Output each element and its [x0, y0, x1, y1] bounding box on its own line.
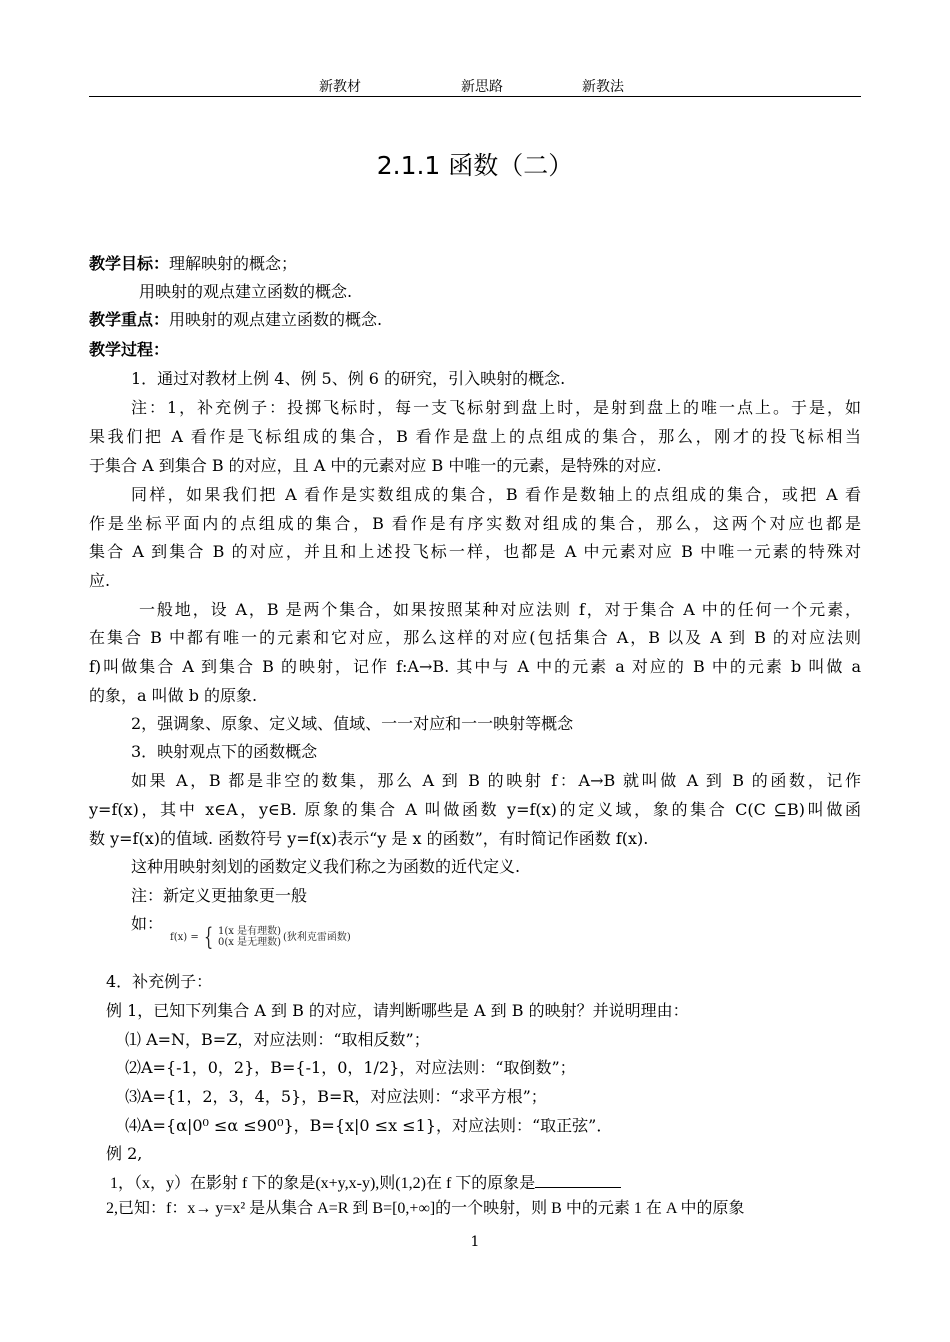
formula-case: 1(x 是有理数)	[217, 926, 281, 937]
body-line: 注：新定义更抽象更一般	[131, 886, 308, 905]
objectives-line	[89, 254, 297, 274]
body-line: 一般地，设 A，B 是两个集合，如果按照某种对应法则 f，对于集合 A 中的任何一个元素，	[139, 600, 861, 619]
example-item: ⑷A={α|0⁰ ≤α ≤90⁰}，B={x|0 ≤x ≤1}，对应法则：“取正弦”．	[125, 1116, 613, 1135]
brace-icon: {	[203, 923, 213, 951]
body-line: 果我们把 A 看作是飞标组成的集合，B 看作是盘上的点组成的集合，那么，刚才的投飞标相当	[89, 427, 861, 446]
examples-heading: 4．补充例子：	[106, 972, 213, 991]
header-item: 新教法	[582, 79, 624, 95]
header-item: 新思路	[461, 79, 503, 95]
body-line: 这种用映射刻划的函数定义我们称之为函数的近代定义.	[131, 857, 521, 876]
formula-cases	[218, 926, 281, 948]
body-line: 集合 A 到集合 B 的对应，并且和上述投飞标一样，也都是 A 中元素对应 B 中唯一元素的特殊对	[89, 542, 861, 561]
dirichlet-formula	[170, 923, 351, 951]
formula-case: 0(x 是无理数)	[217, 937, 281, 948]
example-item: 2,已知：f：x→ y=x² 是从集合 A=R 到 B=[0,+∞]的一个映射，则 B 中的元素 1 在 A 中的原象	[106, 1200, 745, 1217]
objectives-label: 教学目标：	[89, 254, 170, 273]
page-number: 1	[470, 1234, 480, 1250]
body-line: 的象，a 叫做 b 的原象.	[89, 686, 258, 705]
example-line: 例 2,	[106, 1144, 143, 1163]
body-line: 2，强调象、原象、定义域、值域、一一对应和一一映射等概念	[131, 714, 574, 733]
process-heading: 教学过程：	[89, 340, 170, 359]
formula-note: (狄利克雷函数)	[282, 931, 351, 943]
key-point-label: 教学重点：	[89, 310, 170, 329]
body-line: 注：1，补充例子：投掷飞标时，每一支飞标射到盘上时，是射到盘上的唯一点上。于是，如	[131, 398, 861, 417]
formula-lhs: f(x) =	[170, 931, 199, 943]
body-line: 在集合 B 中都有唯一的元素和它对应，那么这样的对应(包括集合 A，B 以及 A 到 B 的对应法则	[89, 628, 861, 647]
body-line: 应.	[89, 571, 111, 590]
header-item: 新教材	[319, 79, 361, 95]
body-line: 如果 A，B 都是非空的数集，那么 A 到 B 的映射 f：A→B 就叫做 A 到 B 的函数，记作	[131, 771, 861, 790]
body-line: 作是坐标平面内的点组成的集合，B 看作是有序实数对组成的集合，那么，这两个对应也都是	[89, 514, 861, 533]
key-point-text: 用映射的观点建立函数的概念.	[169, 310, 383, 329]
body-line: 如：	[131, 914, 164, 933]
key-point-line	[89, 310, 382, 330]
body-line: 于集合 A 到集合 B 的对应，且 A 中的元素对应 B 中唯一的元素，是特殊的对应.	[89, 456, 662, 475]
answer-blank	[535, 1173, 621, 1188]
body-line: 3．映射观点下的函数概念	[131, 742, 318, 761]
example-item: ⑶A={1，2，3，4，5}，B=R，对应法则：“求平方根”；	[125, 1087, 547, 1106]
body-line: y=f(x)，其中 x∈A，y∈B. 原象的集合 A 叫做函数 y=f(x)的定义域，象的集合 C(C ⊆B)叫做函	[89, 800, 861, 819]
example-line: 例 1，已知下列集合 A 到 B 的对应，请判断哪些是 A 到 B 的映射？并说明理由：	[106, 1001, 689, 1020]
objectives-line: 用映射的观点建立函数的概念.	[139, 282, 353, 301]
example-item: ⑴ A=N，B=Z，对应法则：“取相反数”；	[125, 1030, 430, 1049]
body-line: 1．通过对教材上例 4、例 5、例 6 的研究，引入映射的概念.	[131, 369, 566, 388]
page-title: 2.1.1 函数（二）	[376, 151, 574, 180]
example-item: 1，（x，y）在影射 f 下的象是(x+y,x-y),则(1,2)在 f 下的原象是	[110, 1173, 621, 1194]
body-line: 数 y=f(x)的值域. 函数符号 y=f(x)表示“y 是 x 的函数”，有时简记作函数 f(x).	[89, 829, 649, 848]
objectives-text: 理解映射的概念；	[169, 254, 298, 273]
body-line: f)叫做集合 A 到集合 B 的映射，记作 f:A→B. 其中与 A 中的元素 a 对应的 B 中的元素 b 叫做 a	[89, 657, 861, 676]
page-header	[89, 76, 861, 97]
example-item: ⑵A={-1，0，2}，B={-1，0，1/2}，对应法则：“取倒数”；	[125, 1058, 576, 1077]
body-line: 同样，如果我们把 A 看作是实数组成的集合，B 看作是数轴上的点组成的集合，或把 A 看	[131, 485, 861, 504]
